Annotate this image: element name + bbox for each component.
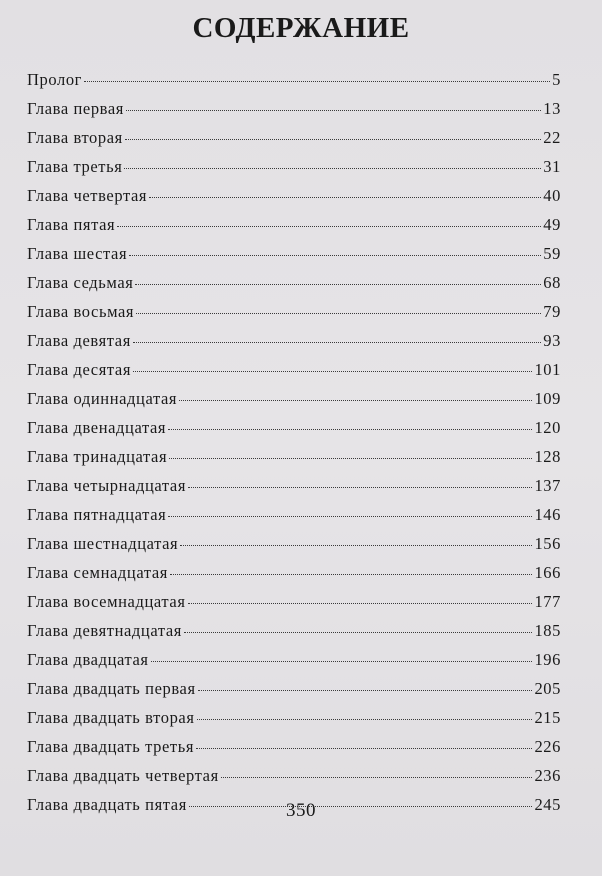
toc-entry — [27, 157, 561, 186]
toc-leader-dots — [133, 342, 541, 343]
toc-leader-dots — [135, 284, 541, 285]
toc-entry-page: 185 — [534, 621, 561, 640]
toc-entry-title: Глава двадцать первая — [27, 679, 196, 698]
toc-entry-page: 68 — [543, 273, 561, 292]
toc-entry-title: Глава седьмая — [27, 273, 134, 292]
toc-entry-page: 166 — [534, 563, 561, 582]
toc-entry-title: Пролог — [27, 70, 83, 89]
toc-entry — [27, 563, 561, 592]
toc-leader-dots — [197, 719, 533, 720]
toc-entry-page: 245 — [534, 795, 561, 814]
toc-entry — [27, 302, 561, 331]
toc-entry-page: 13 — [543, 99, 561, 118]
toc-leader-dots — [168, 429, 532, 430]
toc-entry-page: 156 — [534, 534, 561, 553]
toc-entry-page: 215 — [534, 708, 561, 727]
toc-entry-title: Глава третья — [27, 157, 123, 176]
toc-entry-title: Глава девятая — [27, 331, 131, 350]
toc-leader-dots — [149, 197, 541, 198]
toc-entry-page: 22 — [543, 128, 561, 147]
toc-entry-page: 196 — [534, 650, 561, 669]
toc-leader-dots — [198, 690, 533, 691]
toc-entry — [27, 331, 561, 360]
toc-entry-page: 79 — [543, 302, 561, 321]
toc-entry-title: Глава девятнадцатая — [27, 621, 182, 640]
toc-entry-title: Глава четвертая — [27, 186, 148, 205]
toc-leader-dots — [188, 603, 533, 604]
toc-entry-title: Глава одиннадцатая — [27, 389, 178, 408]
toc-entry — [27, 99, 561, 128]
toc-entry — [27, 708, 561, 737]
toc-entry-page: 101 — [534, 360, 561, 379]
toc-entry — [27, 389, 561, 418]
toc-entry — [27, 128, 561, 157]
toc-entry-title: Глава шестая — [27, 244, 128, 263]
toc-leader-dots — [168, 516, 532, 517]
toc-leader-dots — [179, 400, 532, 401]
toc-entry — [27, 186, 561, 215]
toc-entry — [27, 621, 561, 650]
toc-leader-dots — [180, 545, 532, 546]
toc-entry — [27, 534, 561, 563]
toc-entry-page: 5 — [552, 70, 561, 89]
toc-entry-page: 128 — [534, 447, 561, 466]
page-title: СОДЕРЖАНИЕ — [192, 12, 410, 44]
toc-entry-title: Глава восьмая — [27, 302, 135, 321]
toc-entry — [27, 592, 561, 621]
toc-entry-title: Глава четырнадцатая — [27, 476, 187, 495]
toc-entry-title: Глава семнадцатая — [27, 563, 168, 582]
toc-entry — [27, 215, 561, 244]
toc-entry-title: Глава двадцать четвертая — [27, 766, 219, 785]
toc-entry — [27, 650, 561, 679]
toc-entry-title: Глава десятая — [27, 360, 132, 379]
toc-entry — [27, 505, 561, 534]
toc-leader-dots — [136, 313, 541, 314]
toc-entry-page: 236 — [534, 766, 561, 785]
toc-entry-title: Глава шестнадцатая — [27, 534, 179, 553]
toc-entry — [27, 70, 561, 99]
toc-entry — [27, 679, 561, 708]
toc-leader-dots — [124, 168, 541, 169]
toc-leader-dots — [125, 139, 541, 140]
toc-entry-title: Глава двадцатая — [27, 650, 149, 669]
page-number: 350 — [286, 800, 316, 821]
toc-entry-page: 109 — [534, 389, 561, 408]
toc-entry-page: 49 — [543, 215, 561, 234]
toc-entry — [27, 766, 561, 795]
toc-leader-dots — [84, 81, 550, 82]
toc-entry-title: Глава двадцать вторая — [27, 708, 195, 727]
toc-entry-title: Глава вторая — [27, 128, 123, 147]
toc-leader-dots — [129, 255, 541, 256]
toc-leader-dots — [170, 574, 532, 575]
toc-entry-title: Глава тринадцатая — [27, 447, 168, 466]
toc-leader-dots — [221, 777, 533, 778]
toc-leader-dots — [196, 748, 532, 749]
toc-entry — [27, 737, 561, 766]
toc-entry-page: 59 — [543, 244, 561, 263]
toc-leader-dots — [151, 661, 533, 662]
toc-entry-title: Глава восемнадцатая — [27, 592, 186, 611]
toc-leader-dots — [169, 458, 532, 459]
table-of-contents — [27, 70, 561, 824]
toc-leader-dots — [188, 487, 532, 488]
toc-entry — [27, 447, 561, 476]
toc-entry-page: 120 — [534, 418, 561, 437]
toc-entry-page: 31 — [543, 157, 561, 176]
toc-entry-page: 93 — [543, 331, 561, 350]
toc-entry — [27, 476, 561, 505]
toc-entry-page: 226 — [534, 737, 561, 756]
toc-entry-title: Глава пятая — [27, 215, 116, 234]
toc-entry-title: Глава двадцать пятая — [27, 795, 187, 814]
toc-entry-page: 137 — [534, 476, 561, 495]
toc-entry-page: 205 — [534, 679, 561, 698]
toc-leader-dots — [117, 226, 541, 227]
toc-entry — [27, 273, 561, 302]
toc-leader-dots — [126, 110, 541, 111]
toc-leader-dots — [184, 632, 532, 633]
toc-entry-page: 146 — [534, 505, 561, 524]
toc-entry — [27, 244, 561, 273]
toc-entry-page: 40 — [543, 186, 561, 205]
toc-entry — [27, 360, 561, 389]
toc-entry-page: 177 — [534, 592, 561, 611]
toc-entry-title: Глава первая — [27, 99, 124, 118]
toc-entry-title: Глава двенадцатая — [27, 418, 167, 437]
toc-entry — [27, 418, 561, 447]
toc-leader-dots — [133, 371, 532, 372]
toc-entry-title: Глава пятнадцатая — [27, 505, 167, 524]
toc-entry-title: Глава двадцать третья — [27, 737, 195, 756]
